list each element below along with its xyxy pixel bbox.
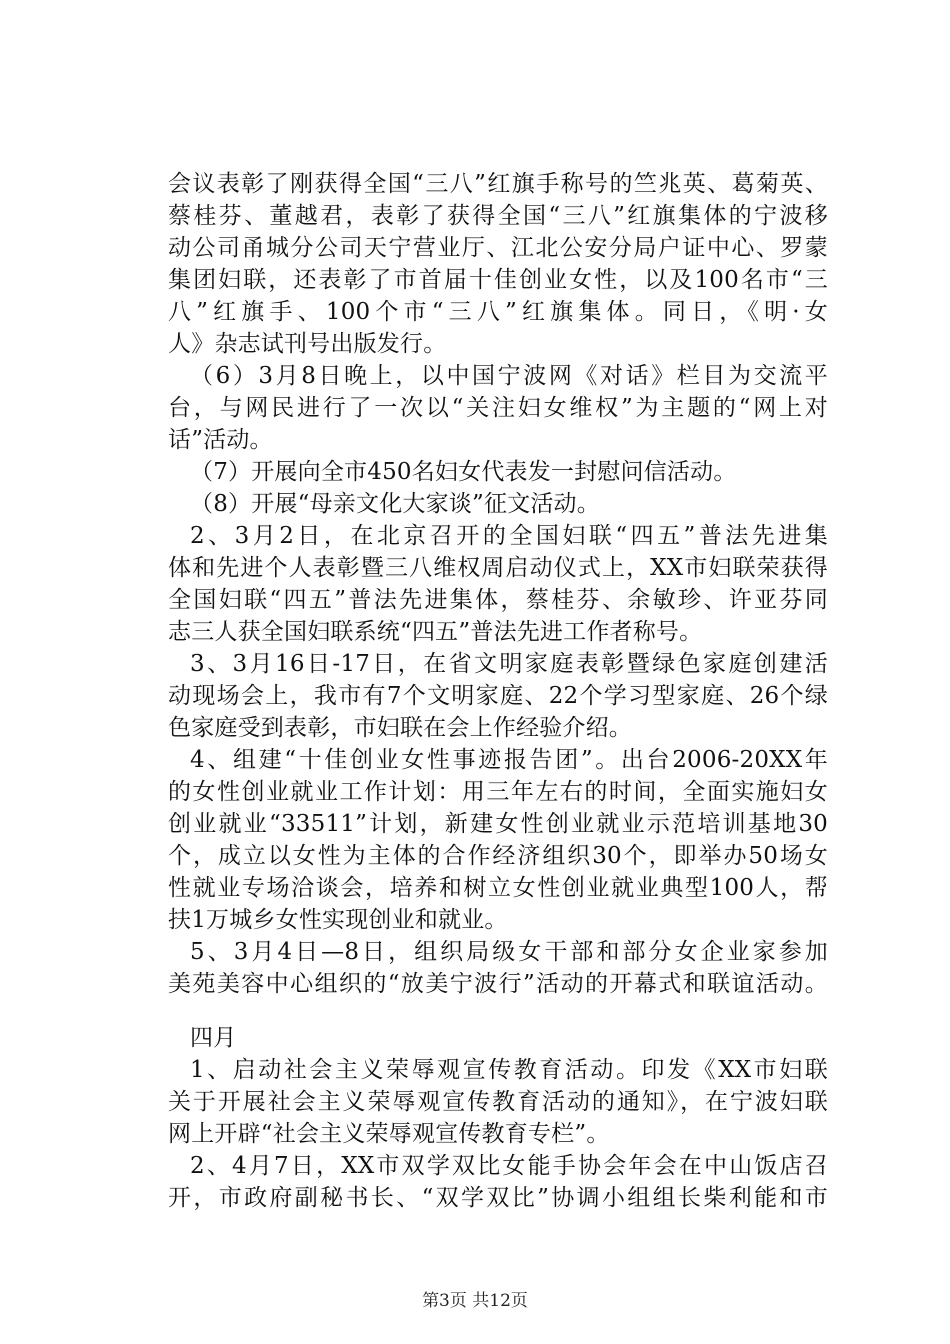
text-line: （8）开展“母亲文化大家谈”征文活动。 <box>190 491 600 517</box>
text-line: 1、启动社会主义荣辱观宣传教育活动。印发《XX市妇联 <box>190 1057 828 1083</box>
text-line: 网上开辟“社会主义荣辱观宣传教育专栏”。 <box>168 1121 610 1147</box>
text-line: （7）开展向全市450名妇女代表发一封慰问信活动。 <box>190 459 737 485</box>
text-line: 3、3月16日-17日，在省文明家庭表彰暨绿色家庭创建活 <box>190 651 828 677</box>
text-line: 色家庭受到表彰，市妇联在会上作经验介绍。 <box>168 715 632 741</box>
text-line: 体和先进个人表彰暨三八维权周启动仪式上，XX市妇联荣获得 <box>168 555 828 581</box>
text-line: 志三人获全国妇联系统“四五”普法先进工作者称号。 <box>168 619 703 645</box>
text-line: （6）3月8日晚上，以中国宁波网《对话》栏目为交流平 <box>190 363 828 389</box>
text-line: 集团妇联，还表彰了市首届十佳创业女性，以及100名市“三 <box>168 267 828 293</box>
section-heading: 四月 <box>190 1025 237 1051</box>
text-line: 人》杂志试刊号出版发行。 <box>168 331 447 357</box>
text-line: 全国妇联“四五”普法先进集体，蔡桂芬、余敏珍、许亚芬同 <box>168 587 828 613</box>
text-line: 八”红旗手、100个市“三八”红旗集体。同日，《明·女 <box>168 299 828 325</box>
text-line: 扶1万城乡女性实现创业和就业。 <box>168 907 508 933</box>
text-line: 会议表彰了刚获得全国“三八”红旗手称号的竺兆英、葛菊英、 <box>168 171 828 197</box>
text-line: 2、4月7日，XX市双学双比女能手协会年会在中山饭店召 <box>190 1153 828 1179</box>
text-line: 关于开展社会主义荣辱观宣传教育活动的通知》，在宁波妇联 <box>168 1089 828 1115</box>
text-line: 蔡桂芬、董越君，表彰了获得全国“三八”红旗集体的宁波移 <box>168 203 828 229</box>
text-line: 美苑美容中心组织的“放美宁波行”活动的开幕式和联谊活动。 <box>168 971 828 997</box>
text-line: 开，市政府副秘书长、“双学双比”协调小组组长柴利能和市 <box>168 1185 828 1211</box>
text-line: 台，与网民进行了一次以“关注妇女维权”为主题的“网上对 <box>168 395 828 421</box>
text-line: 创业就业“33511”计划，新建女性创业就业示范培训基地30 <box>168 811 828 837</box>
page-number: 第3页 共12页 <box>422 1291 528 1311</box>
text-line: 4、组建“十佳创业女性事迹报告团”。出台2006-20XX年 <box>190 747 828 773</box>
text-line: 的女性创业就业工作计划：用三年左右的时间，全面实施妇女 <box>168 779 828 805</box>
page-footer <box>0 1290 950 1312</box>
text-line: 话”活动。 <box>168 427 273 453</box>
text-line: 5、3月4日—8日，组织局级女干部和部分女企业家参加 <box>190 939 828 965</box>
text-line: 性就业专场洽谈会，培养和树立女性创业就业典型100人，帮 <box>168 875 828 901</box>
section-gap <box>168 1000 828 1022</box>
text-line: 动公司甬城分公司天宁营业厅、江北公安分局户证中心、罗蒙 <box>168 235 828 261</box>
document-body <box>168 168 828 1214</box>
text-line: 个，成立以女性为主体的合作经济组织30个，即举办50场女 <box>168 843 828 869</box>
text-line: 动现场会上，我市有7个文明家庭、22个学习型家庭、26个绿 <box>168 683 828 709</box>
text-line: 2、3月2日，在北京召开的全国妇联“四五”普法先进集 <box>190 523 828 549</box>
